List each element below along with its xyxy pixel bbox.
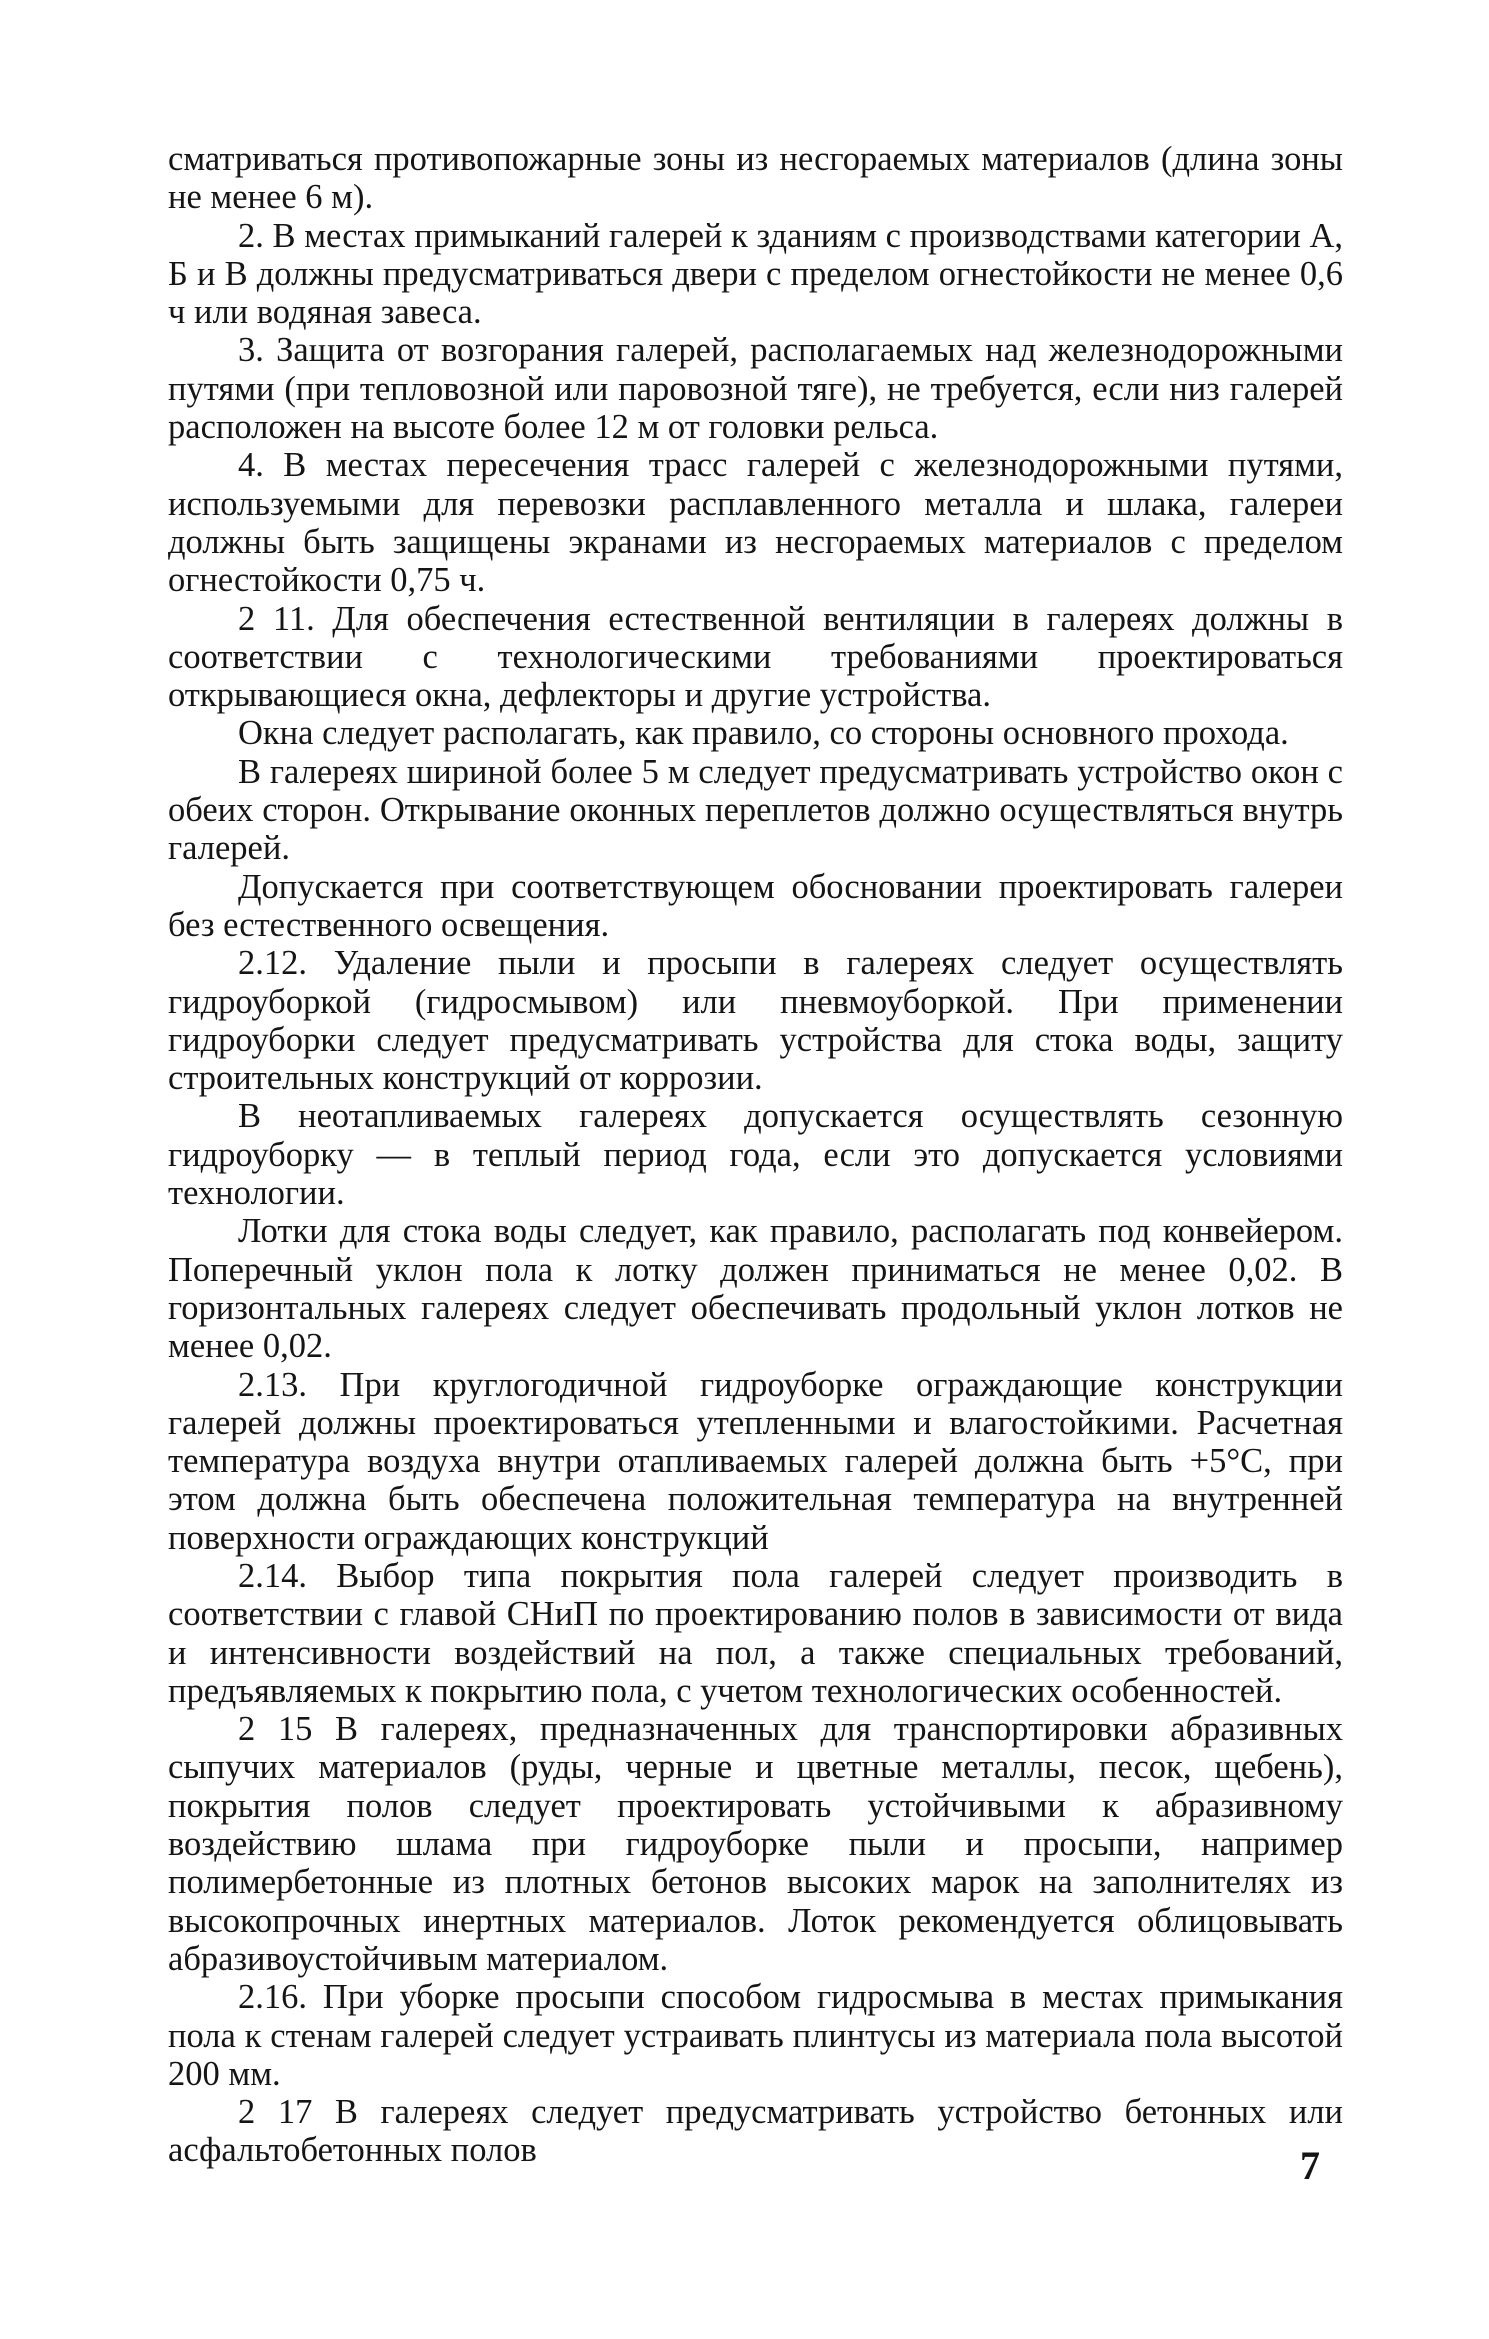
paragraph-item-4: 4. В местах пересечения трасс галерей с железнодорожными путями, используемыми для перевозки расплавленного металла и шлака, галереи должны быть защищены экранами из несгораемых материалов с пределом огнестойкости 0,75 ч.	[168, 446, 1343, 600]
paragraph-item-2: 2. В местах примыканий галерей к зданиям с производствами категории А, Б и В должны предусматриваться двери с пределом огнестойкости не менее 0,6 ч или водяная завеса.	[168, 216, 1343, 332]
paragraph-2-17: 2 17 В галереях следует предусматривать устройство бетонных или асфальтобетонных полов	[168, 2093, 1343, 2170]
paragraph-seasonal-cleaning: В неотапливаемых галереях допускается осуществлять сезонную гидроуборку — в теплый период года, если это допускается условиями технологии.	[168, 1097, 1343, 1213]
paragraph-windows: Окна следует располагать, как правило, со стороны основного прохода.	[238, 714, 1289, 753]
paragraph-wide-galleries: В галереях шириной более 5 м следует предусматривать устройство окон с обеих сторон. Открывание оконных переплетов должно осуществляться внутрь галерей.	[168, 752, 1343, 868]
page-body	[168, 140, 1343, 2170]
paragraph-2-14: 2.14. Выбор типа покрытия пола галерей следует производить в соответствии с главой СНиП по проектированию полов в зависимости от вида и интенсивности воздействий на пол, а также специальных требований, предъявляемых к покрытию пола, с учетом технологических особенностей.	[168, 1556, 1343, 1710]
paragraph-2-13: 2.13. При круглогодичной гидроуборке ограждающие конструкции галерей должны проектироваться утепленными и влагостойкими. Расчетная температура воздуха внутри отапливаемых галерей должна быть +5°С, при этом должна быть обеспечена положительная температура на внутренней поверхности ограждающих конструкций	[168, 1365, 1343, 1557]
paragraph-continuation: сматриваться противопожарные зоны из несгораемых материалов (длина зоны не менее 6 м).	[168, 140, 1343, 217]
paragraph-trays: Лотки для стока воды следует, как правило, располагать под конвейером. Поперечный уклон пола к лотку должен приниматься не менее 0,02. В горизонтальных галереях следует обеспечивать продольный уклон лотков не менее 0,02.	[168, 1212, 1343, 1366]
paragraph-2-11: 2 11. Для обеспечения естественной вентиляции в галереях должны в соответствии с технологическими требованиями проектироваться открывающиеся окна, дефлекторы и другие устройства.	[168, 599, 1343, 715]
page-number: 7	[1300, 2143, 1320, 2188]
paragraph-2-12: 2.12. Удаление пыли и просыпи в галереях следует осуществлять гидроуборкой (гидросмывом) или пневмоуборкой. При применении гидроуборки следует предусматривать устройства для стока воды, защиту строительных конструкций от коррозии.	[168, 944, 1343, 1098]
paragraph-item-3: 3. Защита от возгорания галерей, располагаемых над железнодорожными путями (при тепловозной или паровозной тяге), не требуется, если низ галерей расположен на высоте более 12 м от головки рельса.	[168, 331, 1343, 447]
paragraph-2-16: 2.16. При уборке просыпи способом гидросмыва в местах примыкания пола к стенам галерей следует устраивать плинтусы из материала пола высотой 200 мм.	[168, 1978, 1343, 2093]
paragraph-2-15: 2 15 В галереях, предназначенных для транспортировки абразивных сыпучих материалов (руды, черные и цветные металлы, песок, щебень), покрытия полов следует проектировать устойчивыми к абразивному воздействию шлама при гидроуборке пыли и просыпи, например полимербетонные из плотных бетонов высоких марок на заполнителях из высокопрочных инертных материалов. Лоток рекомендуется облицовывать абразивоустойчивым материалом.	[168, 1710, 1343, 1978]
paragraph-no-lighting: Допускается при соответствующем обосновании проектировать галереи без естественного освещения.	[168, 867, 1343, 944]
